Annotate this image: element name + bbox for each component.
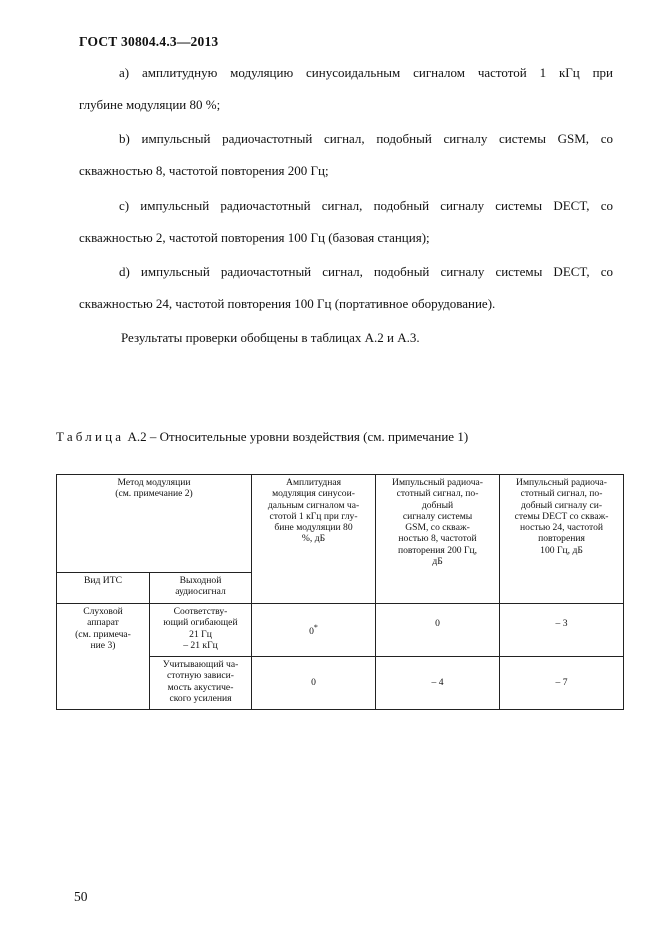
item-b-line-1: b) импульсный радиочастотный сигнал, подобный сигналу системы GSM, со [119, 131, 613, 146]
header-dect-text: Импульсный радиоча- стотный сигнал, по- добный сигналу си- стемы DECT со сквaж- ностью 24, частотой повторения 100 Гц, дБ [514, 477, 609, 556]
gsm-cell-2 [376, 657, 500, 710]
item-a [79, 57, 613, 121]
device-text: Слуховой аппарат (см. примеча- ние 3) [75, 606, 131, 651]
am-footnote-mark: * [313, 623, 318, 633]
header-am [252, 475, 376, 604]
dect-value-1: – 3 [555, 618, 568, 629]
am-cell-2 [252, 657, 376, 710]
dect-cell-2 [500, 657, 624, 710]
dect-cell-1 [500, 604, 624, 657]
gsm-value-2: – 4 [431, 677, 444, 689]
document-header: ГОСТ 30804.4.3—2013 [79, 34, 219, 49]
item-d-line-2: скважностью 24, частотой повторения 100 Гц (портативное оборудование). [79, 296, 496, 311]
am-value-2: 0 [311, 677, 316, 689]
item-c [79, 190, 613, 254]
page-number: 50 [74, 889, 88, 904]
item-a-line-2: глубине модуляции 80 %; [79, 97, 221, 112]
header-its-type-text: Вид ИТС [83, 575, 122, 586]
am-cell-1 [252, 604, 376, 657]
header-gsm-text: Импульсный радиоча- стотный сигнал, по- добный сигналу системы GSM, со сквaж- ностью 8, частотой повторения 200 Гц, дБ [392, 477, 483, 568]
am-value-1: 0 [309, 626, 314, 638]
header-method-text: Метод модуляции (см. примечание 2) [115, 477, 193, 500]
item-d [79, 256, 613, 320]
item-a-line-1: а) амплитудную модуляцию синусоидальным сигналом частотой 1 кГц при [119, 65, 613, 80]
dect-value-2: – 7 [555, 677, 568, 689]
audio-cell-2 [150, 657, 252, 710]
item-c-line-2: скважностью 2, частотой повторения 100 Гц (базовая станция); [79, 230, 430, 245]
item-b [79, 123, 613, 187]
header-audio-output-text: Выходной аудиосигнал [175, 575, 226, 598]
device-cell [57, 604, 150, 710]
header-gsm [376, 475, 500, 604]
audio-cell-1 [150, 604, 252, 657]
item-c-line-1: с) импульсный радиочастотный сигнал, подобный сигналу системы DECT, со [119, 198, 613, 213]
header-dect [500, 475, 624, 604]
table-caption-text: А.2 – Относительные уровни воздействия (см. примечание 1) [124, 429, 469, 444]
table-caption-prefix: Таблица [56, 429, 125, 444]
gsm-value-1: 0 [435, 618, 440, 629]
item-d-line-1: d) импульсный радиочастотный сигнал, подобный сигналу системы DECT, со [119, 264, 613, 279]
header-am-text: Амплитудная модуляция синусои- дальным сигналом ча- стотой 1 кГц при глу- бине модуляции 80 %, дБ [267, 477, 360, 545]
gsm-cell-1 [376, 604, 500, 657]
levels-table [56, 474, 624, 710]
table-caption [56, 429, 468, 445]
audio-text-1: Соответству- ющий огибающей 21 Гц – 21 кГц [163, 606, 238, 651]
header-method [57, 475, 252, 573]
audio-text-2: Учитывающий ча- стотную зависи- мость акустиче- ского усиления [162, 659, 239, 704]
header-its-type [57, 573, 150, 604]
results-text: Результаты проверки обобщены в таблицах А.2 и А.3. [121, 330, 420, 345]
item-b-line-2: скважностью 8, частотой повторения 200 Гц; [79, 163, 329, 178]
header-audio-output [150, 573, 252, 604]
